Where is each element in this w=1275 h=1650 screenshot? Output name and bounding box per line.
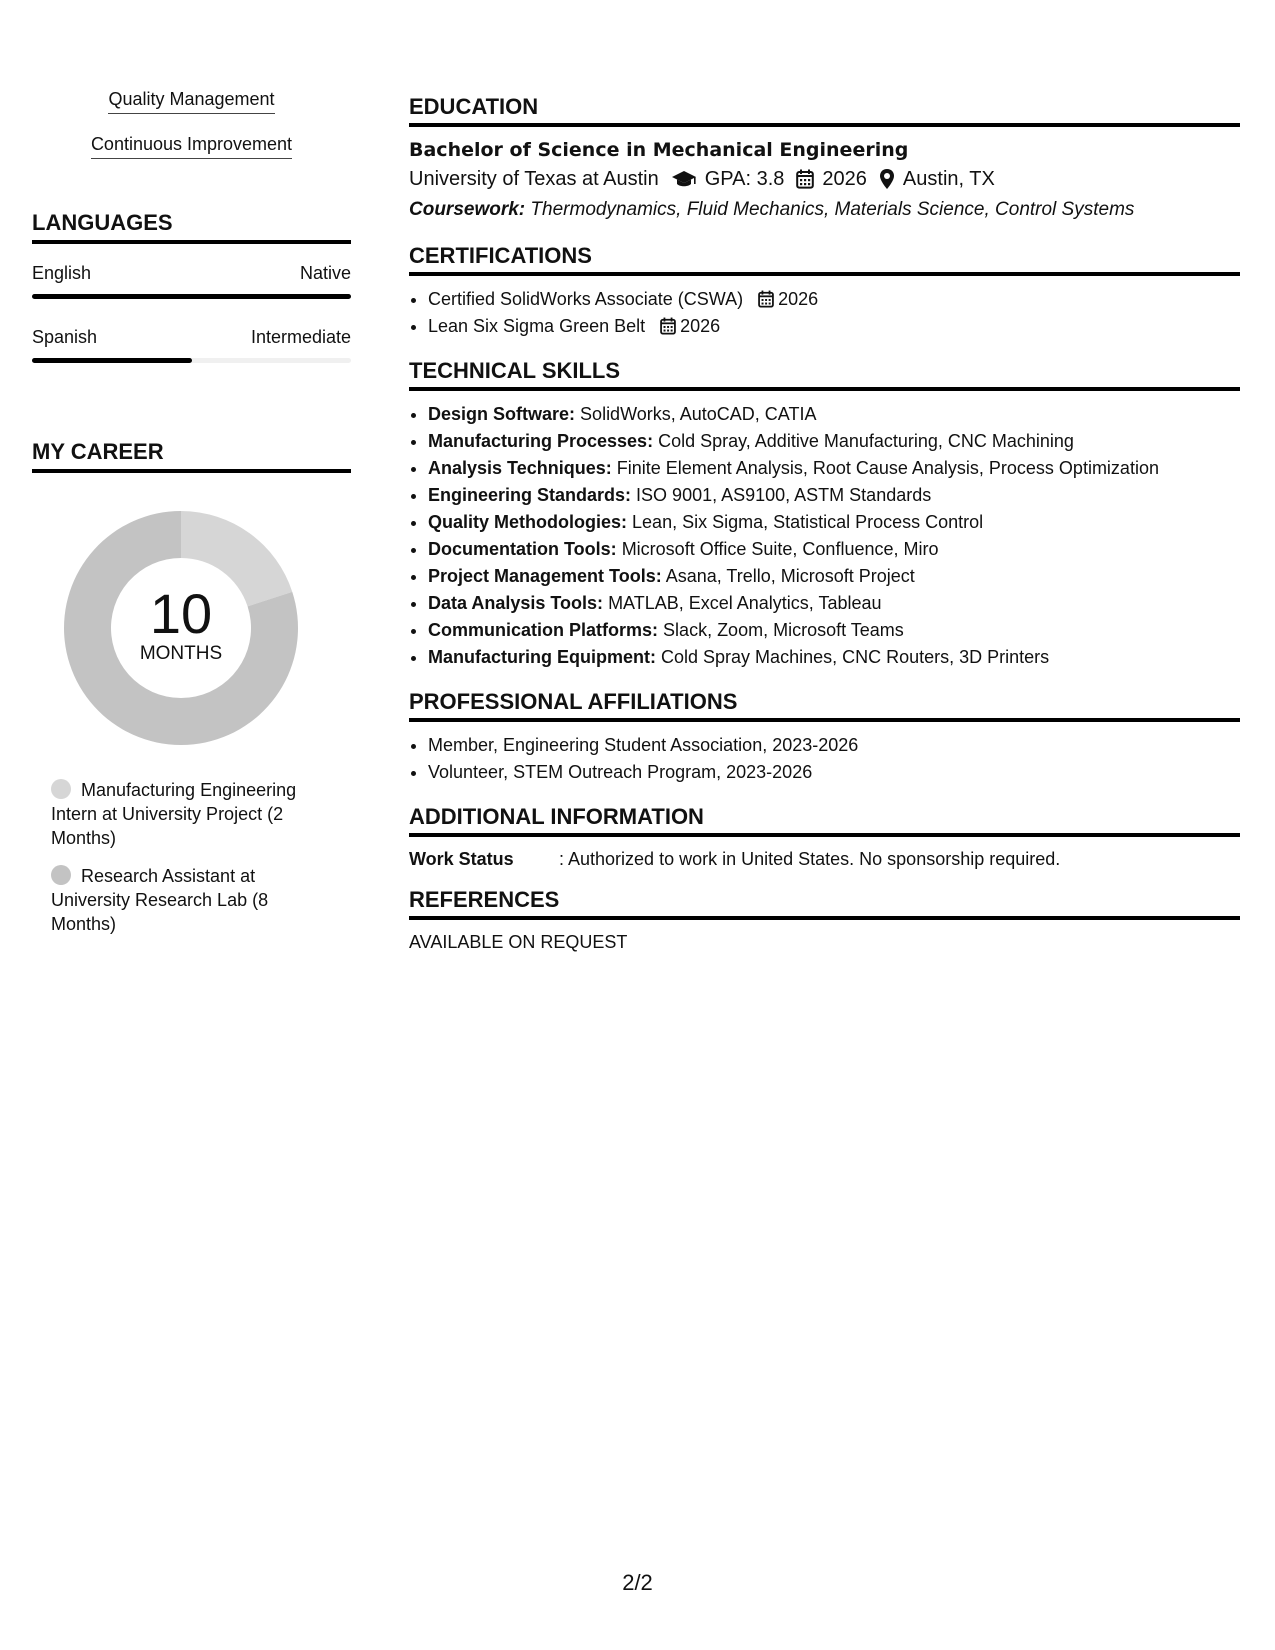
list-item xyxy=(428,428,1240,455)
degree-title: Bachelor of Science in Mechanical Engineering xyxy=(409,139,909,161)
education-heading: EDUCATION xyxy=(409,94,1240,127)
list-item xyxy=(428,286,1240,313)
language-name: English xyxy=(32,263,92,283)
list-item xyxy=(428,401,1240,428)
list-item: • Member, Engineering Student Association, 2023-2026 xyxy=(428,732,1240,759)
skill-category: Documentation Tools: xyxy=(428,539,617,559)
education-section xyxy=(409,94,1240,225)
skill-category: Manufacturing Equipment: xyxy=(428,647,656,667)
skill-values: ISO 9001, AS9100, ASTM Standards xyxy=(636,485,932,505)
language-item xyxy=(32,262,351,299)
coursework-list: Thermodynamics, Fluid Mechanics, Materials Science, Control Systems xyxy=(530,199,1135,220)
calendar-icon xyxy=(758,290,774,308)
skill-category: Manufacturing Processes: xyxy=(428,431,654,451)
references-heading: REFERENCES xyxy=(409,887,1240,920)
affiliations-heading: PROFESSIONAL AFFILIATIONS xyxy=(409,689,1240,722)
education-details xyxy=(409,163,1240,195)
language-proficiency-fill xyxy=(32,358,192,363)
career-total-unit: MONTHS xyxy=(139,643,223,664)
gpa: GPA: 3.8 xyxy=(704,168,785,190)
references-section xyxy=(409,887,1240,954)
certification-name: Certified SolidWorks Associate (CSWA) xyxy=(428,289,744,309)
certifications-heading: CERTIFICATIONS xyxy=(409,243,1240,276)
language-proficiency-fill xyxy=(32,294,351,299)
skill-values: Lean, Six Sigma, Statistical Process Control xyxy=(632,512,984,532)
skill-tag: Quality Management xyxy=(108,88,274,114)
list-item xyxy=(428,644,1240,671)
main-content xyxy=(409,94,1240,972)
school-name: University of Texas at Austin xyxy=(409,168,659,190)
skill-category: Analysis Techniques: xyxy=(428,458,612,478)
language-proficiency-bar xyxy=(32,358,351,363)
list-item xyxy=(428,455,1240,482)
legend-dot xyxy=(51,779,71,799)
legend-item xyxy=(51,864,321,936)
affiliations-list xyxy=(409,732,1240,786)
skill-tags xyxy=(32,88,351,178)
career-heading: MY CAREER xyxy=(32,439,351,473)
skill-category: Engineering Standards: xyxy=(428,485,632,505)
languages-heading: LANGUAGES xyxy=(32,210,351,244)
list-item xyxy=(428,536,1240,563)
affiliations-section xyxy=(409,689,1240,786)
calendar-icon xyxy=(660,317,676,335)
list-item xyxy=(428,563,1240,590)
language-level: Intermediate xyxy=(250,327,351,347)
legend-item xyxy=(51,778,321,850)
coursework-label: Coursework: xyxy=(409,199,526,220)
map-pin-icon xyxy=(879,168,895,190)
technical-skills-section xyxy=(409,358,1240,671)
certification-name: Lean Six Sigma Green Belt xyxy=(428,316,646,336)
skill-values: Slack, Zoom, Microsoft Teams xyxy=(663,620,904,640)
coursework xyxy=(409,195,1240,225)
sidebar xyxy=(32,88,351,950)
certifications-list xyxy=(409,286,1240,340)
work-status-row xyxy=(409,847,1240,871)
language-name: Spanish xyxy=(32,327,98,347)
skill-category: Communication Platforms: xyxy=(428,620,659,640)
skill-category: Project Management Tools: xyxy=(428,566,662,586)
certification-date xyxy=(650,316,720,336)
graduation-year: 2026 xyxy=(822,168,867,190)
language-item xyxy=(32,326,351,363)
career-donut-chart xyxy=(32,503,351,753)
certification-date xyxy=(748,289,818,309)
page-number: 2/2 xyxy=(622,1570,653,1595)
list-item: • Volunteer, STEM Outreach Program, 2023-2026 xyxy=(428,759,1240,786)
legend-label: Research Assistant at University Research Lab (8 Months) xyxy=(51,866,269,934)
list-item xyxy=(428,313,1240,340)
list-item xyxy=(428,617,1240,644)
skill-tag: Continuous Improvement xyxy=(91,133,292,159)
work-status-label: Work Status xyxy=(409,849,514,869)
language-proficiency-bar xyxy=(32,294,351,299)
language-level: Native xyxy=(299,263,351,283)
skill-category: Quality Methodologies: xyxy=(428,512,628,532)
work-status-value: : Authorized to work in United States. No sponsorship required. xyxy=(559,849,1061,869)
skill-values: MATLAB, Excel Analytics, Tableau xyxy=(608,593,882,613)
technical-skills-list xyxy=(409,401,1240,671)
technical-skills-heading: TECHNICAL SKILLS xyxy=(409,358,1240,391)
legend-dot xyxy=(51,865,71,885)
list-item xyxy=(428,590,1240,617)
donut-center xyxy=(56,503,306,753)
list-item xyxy=(428,509,1240,536)
school-location: Austin, TX xyxy=(902,168,995,190)
skill-values: Microsoft Office Suite, Confluence, Miro xyxy=(621,539,939,559)
certification-year: 2026 xyxy=(778,289,819,309)
skill-category: Data Analysis Tools: xyxy=(428,593,604,613)
certification-year: 2026 xyxy=(680,316,721,336)
certifications-section xyxy=(409,243,1240,340)
additional-info-section xyxy=(409,804,1240,871)
skill-values: SolidWorks, AutoCAD, CATIA xyxy=(580,404,817,424)
legend-label: Manufacturing Engineering Intern at University Project (2 Months) xyxy=(51,780,297,848)
list-item xyxy=(428,482,1240,509)
skill-values: Cold Spray Machines, CNC Routers, 3D Printers xyxy=(661,647,1050,667)
skill-category: Design Software: xyxy=(428,404,576,424)
skill-values: Finite Element Analysis, Root Cause Analysis, Process Optimization xyxy=(616,458,1159,478)
graduation-cap-icon xyxy=(671,169,697,189)
career-total-value: 10 xyxy=(149,582,213,645)
additional-info-heading: ADDITIONAL INFORMATION xyxy=(409,804,1240,837)
career-legend xyxy=(32,778,321,936)
skill-values: Cold Spray, Additive Manufacturing, CNC Machining xyxy=(658,431,1074,451)
skill-values: Asana, Trello, Microsoft Project xyxy=(665,566,915,586)
calendar-icon xyxy=(796,169,814,189)
references-text: AVAILABLE ON REQUEST xyxy=(409,932,628,952)
